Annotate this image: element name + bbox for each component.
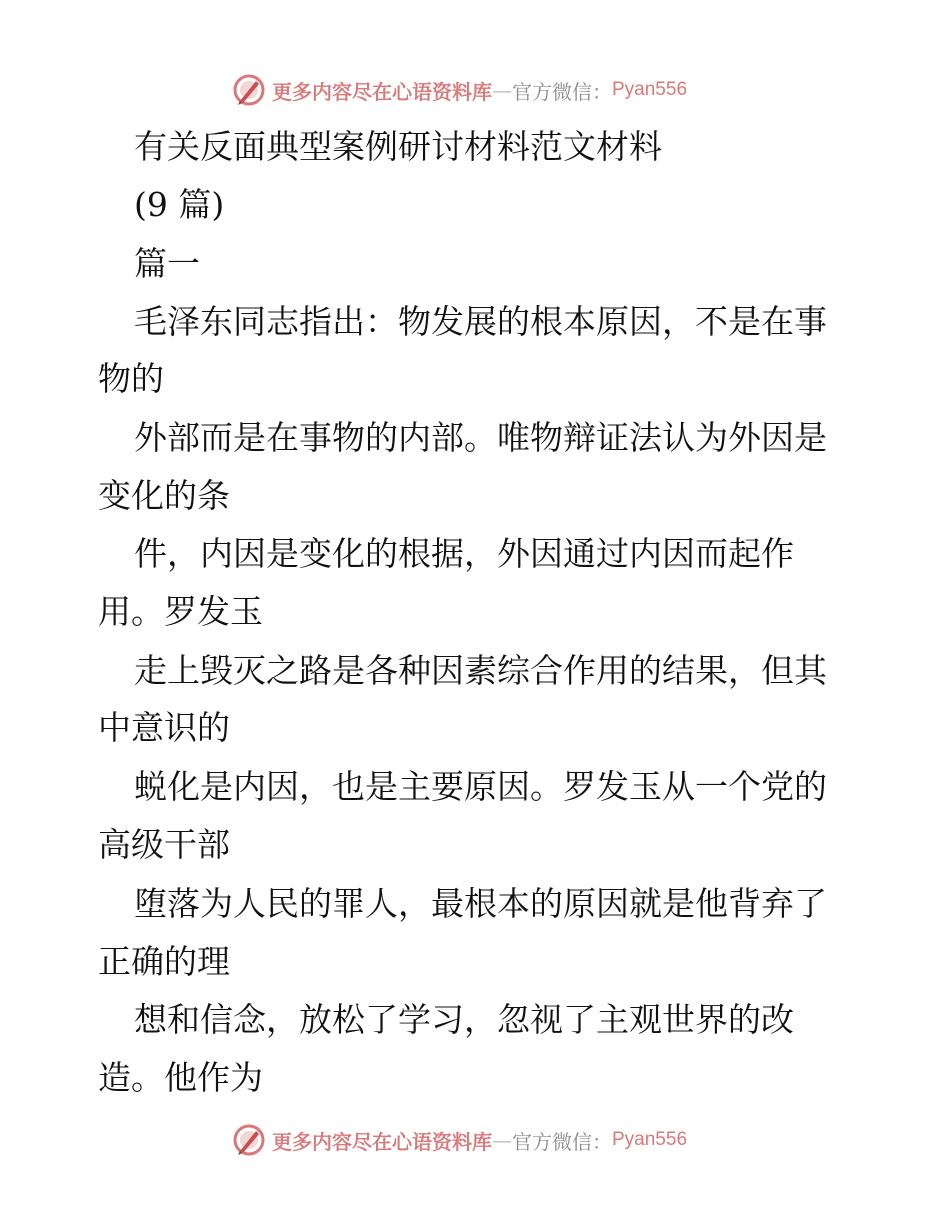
quill-logo-icon bbox=[232, 73, 266, 107]
document-title: 有关反面典型案例研讨材料范文材料 bbox=[134, 127, 662, 166]
watermark-wechat-id: Pyan556 bbox=[612, 1129, 688, 1150]
body-line: 想和信念，放松了学习，忽视了主观世界的改 bbox=[134, 1000, 794, 1039]
watermark-brand: 更多内容尽在心语资料库 bbox=[272, 79, 492, 104]
document-count: (9 篇) bbox=[134, 185, 225, 224]
body-line: 变化的条 bbox=[98, 476, 230, 515]
section-heading: 篇一 bbox=[134, 244, 200, 283]
body-line: 造。他作为 bbox=[98, 1058, 263, 1097]
watermark-footer bbox=[232, 1123, 687, 1157]
body-line: 蜕化是内因，也是主要原因。罗发玉从一个党的 bbox=[134, 767, 827, 806]
watermark-label: 官方微信： bbox=[512, 1129, 612, 1154]
body-line: 中意识的 bbox=[98, 708, 230, 747]
body-line: 毛泽东同志指出：物发展的根本原因，不是在事 bbox=[134, 302, 827, 341]
watermark-dash: — bbox=[492, 78, 512, 102]
watermark-brand: 更多内容尽在心语资料库 bbox=[272, 1129, 492, 1154]
body-line: 用。罗发玉 bbox=[98, 592, 263, 631]
body-line: 外部而是在事物的内部。唯物辩证法认为外因是 bbox=[134, 418, 827, 457]
body-line: 物的 bbox=[98, 359, 164, 398]
body-line: 走上毁灭之路是各种因素综合作用的结果，但其 bbox=[134, 651, 827, 690]
body-line: 正确的理 bbox=[98, 942, 230, 981]
watermark-header bbox=[232, 73, 687, 107]
watermark-dash: — bbox=[492, 1128, 512, 1152]
body-line: 高级干部 bbox=[98, 825, 230, 864]
quill-logo-icon bbox=[232, 1123, 266, 1157]
watermark-wechat-id: Pyan556 bbox=[612, 79, 688, 100]
watermark-label: 官方微信： bbox=[512, 79, 612, 104]
body-line: 堕落为人民的罪人，最根本的原因就是他背弃了 bbox=[134, 884, 827, 923]
body-line: 件，内因是变化的根据，外因通过内因而起作 bbox=[134, 534, 794, 573]
